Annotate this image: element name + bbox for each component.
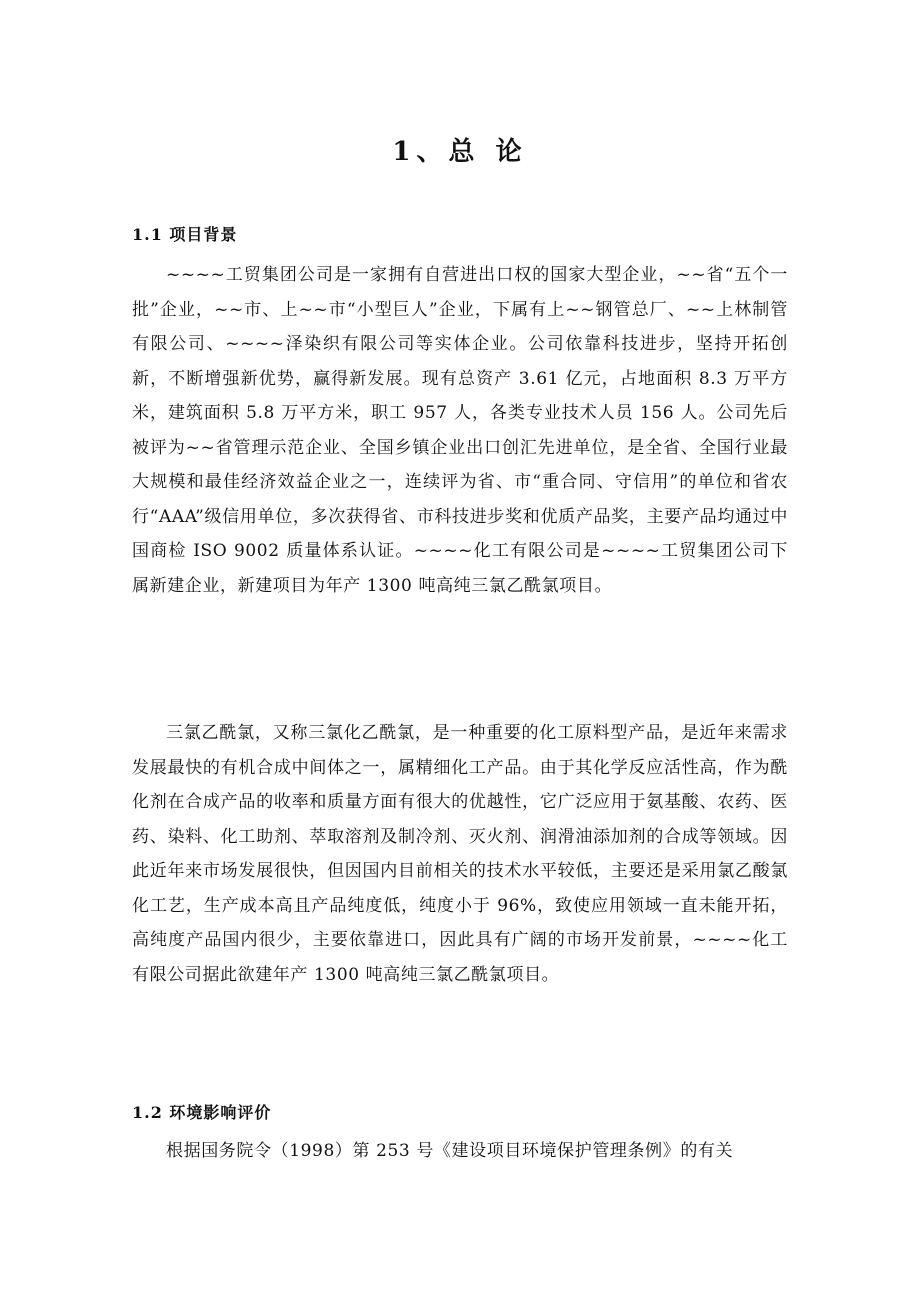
section-heading-1-2: 1.2 环境影响评价: [132, 1103, 272, 1122]
section-heading-1-1: 1.1 项目背景: [132, 225, 238, 244]
paragraph-environmental-assessment: 根据国务院令（1998）第 253 号《建设项目环境保护管理条例》的有关: [166, 1141, 734, 1161]
page-title: 1、总 论: [392, 137, 528, 167]
paragraph-company-background: ~~~~工贸集团公司是一家拥有自营进出口权的国家大型企业，~~省“五个一批”企业，~~市、上~~市“小型巨人”企业，下属有上~~钢管总厂、~~上林制管有限公司、~~~~泽染织有限公司等实体企业。公司依靠科技进步，坚持开拓创新，不断增强新优势，赢得新发展。现有总资产 3.61 亿元，占地面积 8.3 万平方米，建筑面积 5.8 万平方米，职工 957 人，各类专业技术人员 156 人。公司先后被评为~~省管理示范企业、全国乡镇企业出口创汇先进单位，是全省、全国行业最大规模和最佳经济效益企业之一，连续评为省、市“重合同、守信用”的单位和省农行“AAA”级信用单位，多次获得省、市科技进步奖和优质产品奖，主要产品均通过中国商检 ISO 9002 质量体系认证。~~~~化工有限公司是~~~~工贸集团公司下属新建企业，新建项目为年产 1300 吨高纯三氯乙酰氯项目。: [132, 265, 788, 596]
paragraph-product-background: 三氯乙酰氯，又称三氯化乙酰氯，是一种重要的化工原料型产品，是近年来需求发展最快的有机合成中间体之一，属精细化工产品。由于其化学反应活性高，作为酰化剂在合成产品的收率和质量方面有很大的优越性，它广泛应用于氨基酸、农药、医药、染料、化工助剂、萃取溶剂及制冷剂、灭火剂、润滑油添加剂的合成等领域。因此近年来市场发展很快，但因国内目前相关的技术水平较低，主要还是采用氯乙酸氯化工艺，生产成本高且产品纯度低，纯度小于 96%，致使应用领域一直未能开拓，高纯度产品国内很少，主要依靠进口，因此具有广阔的市场开发前景，~~~~化工有限公司据此欲建年产 1300 吨高纯三氯乙酰氯项目。: [132, 723, 788, 985]
